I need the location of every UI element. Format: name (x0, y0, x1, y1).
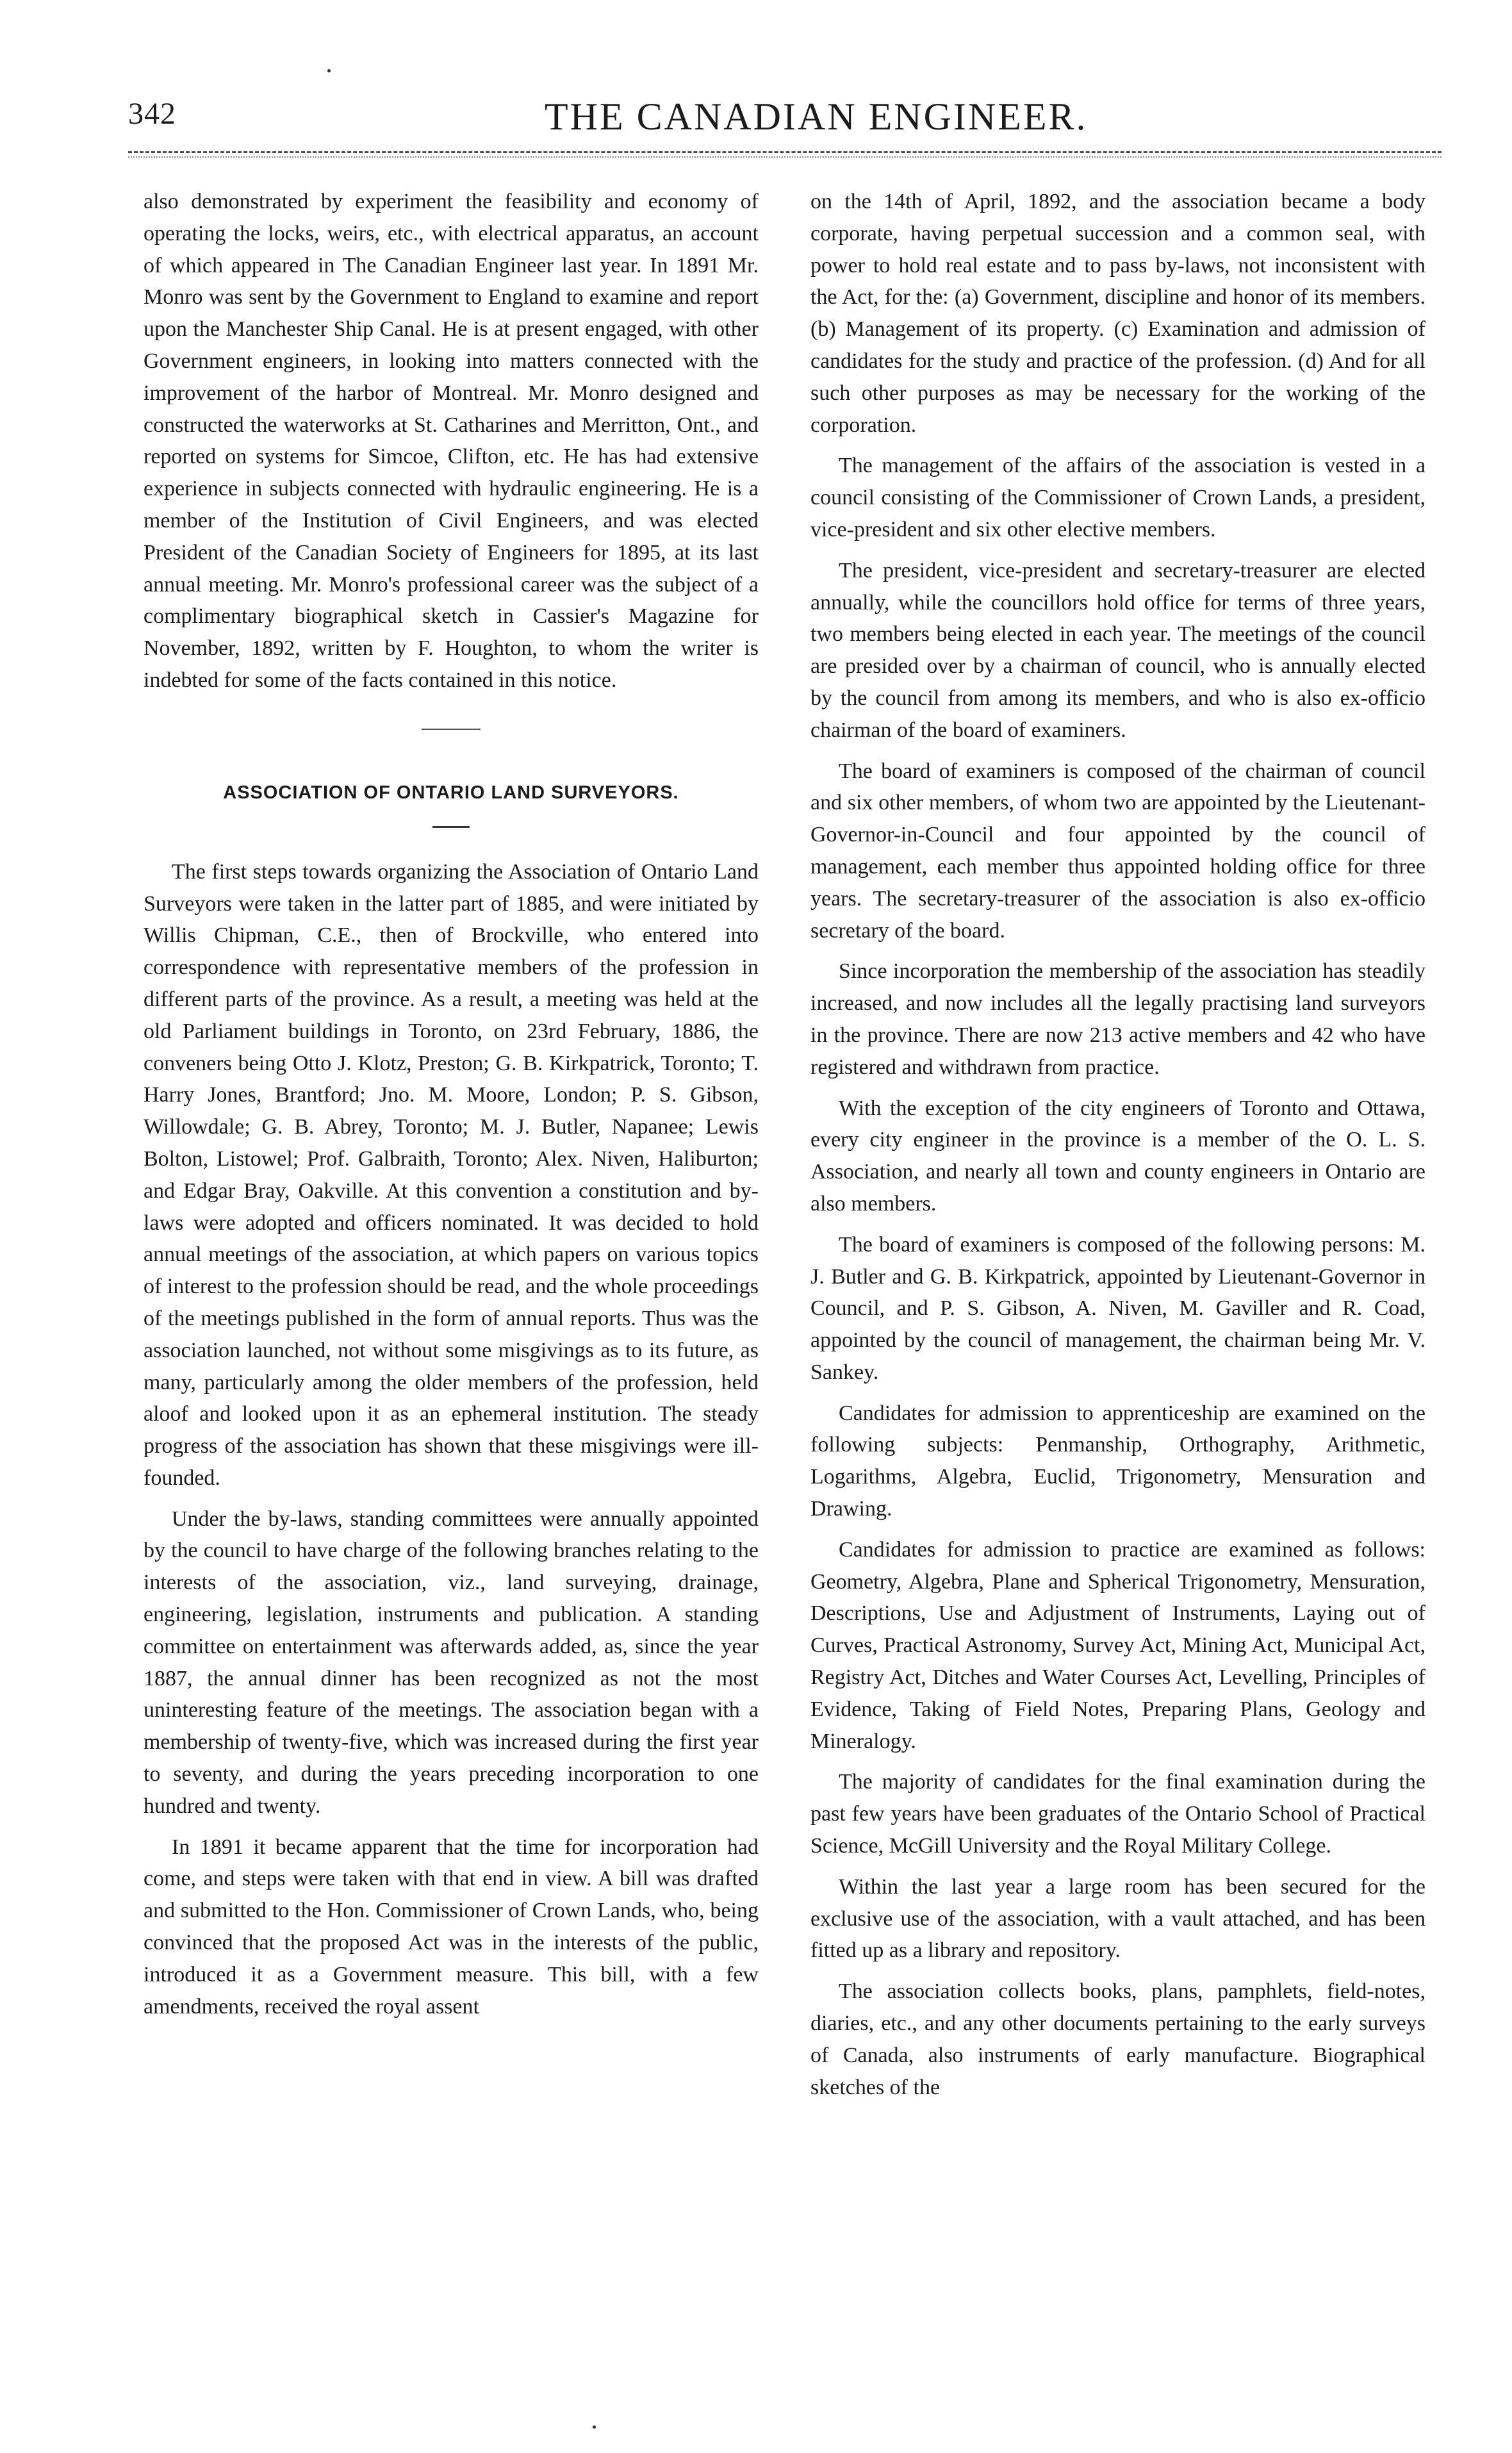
paragraph: Within the last year a large room has been secured for the exclusive use of the association, with a vault attached, and has been fitted up as a library and repository. (810, 1874, 1426, 1963)
paragraph: Since incorporation the membership of the association has steadily increased, and now includes all the legally practising land surveyors in the province. There are now 213 active members and 42 who have registered and withdrawn from practice. (810, 959, 1426, 1079)
right-column (810, 186, 1426, 2112)
paragraph: The board of examiners is composed of the following persons: M. J. Butler and G. B. Kirkpatrick, appointed by Lieutenant-Governor in Council, and P. S. Gibson, A. Niven, M. Gaviller and R. Coad, appointed by the council of management, the chairman being Mr. V. Sankey. (810, 1232, 1426, 1384)
end-of-article-rule (422, 729, 481, 730)
paragraph: In 1891 it became apparent that the time for incorporation had come, and steps were taken with that end in view. A bill was drafted and submitted to the Hon. Commissioner of Crown Lands, who, being convinced that the proposed Act was in the interests of the public, introduced it as a Government measure. This bill, with a few amendments, received the royal assent (144, 1835, 759, 2019)
paragraph: The board of examiners is composed of the chairman of council and six other members, of whom two are appointed by the Lieutenant-Governor-in-Council and four appointed by the council of management, each member thus appointed holding office for three years. The secretary-treasurer of the association is also ex-officio secretary of the board. (810, 759, 1426, 943)
section-title: ASSOCIATION OF ONTARIO LAND SURVEYORS. (223, 782, 679, 803)
paragraph: The association collects books, plans, pamphlets, field-notes, diaries, etc., and any other documents pertaining to the early surveys of Canada, also instruments of early manufacture. Biographical sketches of the (810, 1979, 1426, 2099)
page-header (128, 96, 1442, 147)
paragraph: also demonstrated by experiment the feasibility and economy of operating the locks, weirs, etc., with electrical apparatus, an account of which appeared in The Canadian Engineer last year. In 1891 Mr. Monro was sent by the Government to England to examine and report upon the Manchester Ship Canal. He is at present engaged, with other Government engineers, in looking into matters connected with the improvement of the harbor of Montreal. Mr. Monro designed and constructed the waterworks at St. Catharines and Merritton, Ont., and reported on systems for Simcoe, Clifton, etc. He has had extensive experience in subjects connected with hydraulic engineering. He is a member of the Institution of Civil Engineers, and was elected President of the Canadian Society of Engineers for 1895, at its last annual meeting. Mr. Monro's professional career was the subject of a complimentary biographical sketch in Cassier's Magazine for November, 1892, written by F. Houghton, to whom the writer is indebted for some of the facts contained in this notice. (144, 190, 759, 692)
print-speck (327, 69, 331, 72)
paragraph: The president, vice-president and secretary-treasurer are elected annually, while the councillors hold office for terms of three years, two members being elected in each year. The meetings of the council are presided over by a chairman of council, who is annually elected by the council from among its members, and who is also ex-officio chairman of the board of examiners. (810, 558, 1426, 742)
running-title: THE CANADIAN ENGINEER. (545, 95, 1088, 138)
paragraph: on the 14th of April, 1892, and the association became a body corporate, having perpetual succession and a common seal, with power to hold real estate and to pass by-laws, not inconsistent with the Act, for the: (a) Government, discipline and honor of its members. (b) Management of its property. (c) Examination and admission of candidates for the study and practice of the profession. (d) And for all such other purposes as may be necessary for the working of the corporation. (810, 190, 1426, 437)
paragraph: Candidates for admission to practice are examined as follows: Geometry, Algebra, Plane and Spherical Trigonometry, Mensuration, Descriptions, Use and Adjustment of Instruments, Laying out of Curves, Practical Astronomy, Survey Act, Mining Act, Municipal Act, Registry Act, Ditches and Water Courses Act, Levelling, Principles of Evidence, Taking of Field Notes, Preparing Plans, Geology and Mineralogy. (810, 1537, 1426, 1753)
page-number: 342 (128, 97, 176, 131)
header-rule (128, 151, 1442, 158)
paragraph: The management of the affairs of the association is vested in a council consisting of the Commissioner of Crown Lands, a president, vice-president and six other elective members. (810, 454, 1426, 541)
paragraph: The first steps towards organizing the Association of Ontario Land Surveyors were taken in the latter part of 1885, and were initiated by Willis Chipman, C.E., then of Brockville, who entered into correspondence with representative members of the profession in different parts of the province. As a result, a meeting was held at the old Parliament buildings in Toronto, on 23rd February, 1886, the conveners being Otto J. Klotz, Preston; G. B. Kirkpatrick, Toronto; T. Harry Jones, Brantford; Jno. M. Moore, London; P. S. Gibson, Willowdale; G. B. Abrey, Toronto; M. J. Butler, Napanee; Lewis Bolton, Listowel; Prof. Galbraith, Toronto; Alex. Niven, Haliburton; and Edgar Bray, Oakville. At this convention a constitution and by-laws were adopted and officers nominated. It was decided to hold annual meetings of the association, at which papers on various topics of interest to the profession should be read, and the whole proceedings of the meetings published in the form of annual reports. Thus was the association launched, not without some misgivings as to its future, as many, particularly among the older members of the profession, held aloof and looked upon it as an ephemeral institution. The steady progress of the association has shown that these misgivings were ill-founded. (144, 859, 759, 1490)
paragraph: The majority of candidates for the final examination during the past few years have been graduates of the Ontario School of Practical Science, McGill University and the Royal Military College. (810, 1770, 1426, 1858)
paragraph: Under the by-laws, standing committees were annually appointed by the council to have charge of the following branches relating to the interests of the association, viz., land surveying, drainage, engineering, legislation, instruments and publication. A standing committee on entertainment was afterwards added, as, since the year 1887, the annual dinner has been recognized as not the most uninteresting feature of the meetings. The association began with a membership of twenty-five, which was increased during the first year to seventy, and during the years preceding incorporation to one hundred and twenty. (144, 1507, 759, 1818)
print-speck (593, 2425, 596, 2429)
paragraph: With the exception of the city engineers of Toronto and Ottawa, every city engineer in the province is a member of the O. L. S. Association, and nearly all town and county engineers in Ontario are also members. (810, 1096, 1426, 1216)
left-column (144, 186, 759, 2031)
paragraph: Candidates for admission to apprenticeship are examined on the following subjects: Penmanship, Orthography, Arithmetic, Logarithms, Algebra, Euclid, Trigonometry, Mensuration and Drawing. (810, 1401, 1426, 1521)
title-rule (432, 826, 470, 828)
